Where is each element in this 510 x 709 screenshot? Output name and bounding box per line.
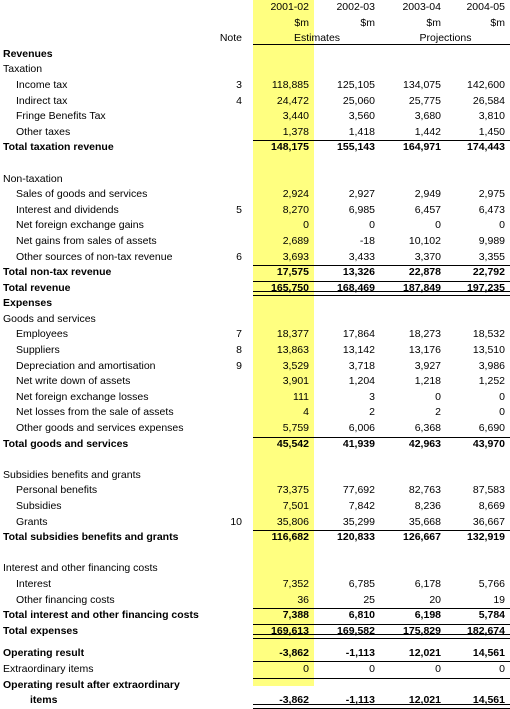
- table-row: [0, 62, 510, 78]
- cell-value: 126,667: [403, 531, 441, 544]
- table-row: [0, 140, 510, 156]
- cell-value: 1,204: [348, 375, 375, 388]
- row-label: Taxation: [3, 63, 43, 76]
- cell-value: 6,006: [348, 422, 375, 435]
- table-row: [0, 125, 510, 141]
- row-label: items: [30, 694, 58, 707]
- row-label: Net losses from the sale of assets: [16, 406, 174, 419]
- cell-value: 2,924: [282, 188, 309, 201]
- table-row: [0, 546, 510, 562]
- cell-value: 2,949: [414, 188, 441, 201]
- cell-value: 0: [499, 390, 505, 403]
- cell-value: 175,829: [403, 624, 441, 637]
- table-row: [0, 468, 510, 484]
- cell-value: 1,418: [348, 125, 375, 138]
- cell-value: 18,532: [472, 328, 505, 341]
- row-note: 9: [236, 359, 242, 372]
- year-header: 2002-03: [336, 1, 375, 13]
- row-note: 5: [236, 203, 242, 216]
- cell-value: 168,469: [337, 281, 375, 294]
- row-label: Net foreign exchange gains: [16, 219, 144, 232]
- row-label: Revenues: [3, 47, 53, 60]
- row-label: Total revenue: [3, 281, 71, 294]
- table-row: [0, 359, 510, 375]
- table-row: [0, 47, 510, 63]
- row-label: Total subsidies benefits and grants: [3, 531, 179, 544]
- cell-value: 118,885: [271, 78, 309, 91]
- cell-value: 197,235: [467, 281, 505, 294]
- cell-value: 3,433: [348, 250, 375, 263]
- cell-value: 4: [303, 406, 309, 419]
- cell-value: 87,583: [472, 484, 505, 497]
- row-label: Net gains from sales of assets: [16, 234, 157, 247]
- table-row: [0, 530, 510, 546]
- row-note: 3: [236, 78, 242, 91]
- table-row: [0, 646, 510, 662]
- cell-value: 8,669: [478, 500, 505, 512]
- cell-value: 3: [369, 390, 375, 403]
- cell-value: 13,510: [472, 344, 505, 357]
- cell-value: 125,105: [337, 78, 375, 91]
- row-label: Fringe Benefits Tax: [16, 110, 106, 123]
- cell-value: 25,775: [408, 94, 441, 107]
- cell-value: 5,759: [282, 422, 309, 435]
- cell-value: 5,766: [478, 577, 505, 590]
- cell-value: 82,763: [408, 484, 441, 497]
- row-label: Subsidies: [16, 500, 62, 512]
- cell-value: 41,939: [342, 437, 375, 450]
- cell-value: 155,143: [337, 141, 375, 154]
- cell-value: 3,986: [478, 359, 505, 372]
- year-header: 2004-05: [466, 1, 505, 13]
- cell-value: 0: [303, 662, 309, 675]
- cell-value: 3,440: [282, 110, 309, 123]
- cell-value: 6,785: [348, 577, 375, 590]
- row-label: Total interest and other financing costs: [3, 609, 199, 622]
- cell-value: 19: [493, 593, 505, 606]
- row-label: Total goods and services: [3, 437, 129, 450]
- cell-value: 187,849: [403, 281, 441, 294]
- cell-value: 1,378: [282, 125, 309, 138]
- cell-value: 14,561: [472, 647, 505, 660]
- row-label: Sales of goods and services: [16, 188, 148, 201]
- cell-value: 12,021: [408, 647, 441, 660]
- header-years-row: [0, 0, 510, 16]
- cell-value: 2: [369, 406, 375, 419]
- table-row: [0, 156, 510, 172]
- cell-value: 182,674: [467, 624, 505, 637]
- cell-value: 1,442: [414, 125, 441, 138]
- row-label: Net write down of assets: [16, 375, 131, 388]
- year-header: 2003-04: [402, 1, 441, 13]
- cell-value: 116,682: [271, 531, 309, 544]
- row-label: Income tax: [16, 78, 68, 91]
- cell-value: 165,750: [271, 281, 309, 294]
- row-label: Personal benefits: [16, 484, 98, 497]
- row-note: 8: [236, 344, 242, 357]
- header-group-row: [0, 31, 510, 47]
- table-row: [0, 593, 510, 609]
- table-row: [0, 437, 510, 453]
- cell-value: 8,236: [414, 500, 441, 512]
- row-note: 7: [236, 328, 242, 341]
- table-row: [0, 327, 510, 343]
- cell-value: 13,863: [276, 344, 309, 357]
- table-row: [0, 405, 510, 421]
- cell-value: 164,971: [403, 141, 441, 154]
- table-row: [0, 624, 510, 640]
- table-row: [0, 374, 510, 390]
- cell-value: 6,690: [478, 422, 505, 435]
- row-label: Depreciation and amortisation: [16, 359, 156, 372]
- row-label: Operating result after extraordinary: [3, 678, 180, 691]
- table-row: [0, 218, 510, 234]
- cell-value: 3,560: [348, 110, 375, 123]
- cell-value: 36,667: [472, 515, 505, 528]
- cell-value: 169,613: [271, 624, 309, 637]
- cell-value: 0: [303, 219, 309, 232]
- table-row: [0, 296, 510, 312]
- row-label: Interest and other financing costs: [3, 562, 158, 575]
- cell-value: 120,833: [337, 531, 375, 544]
- cell-value: -3,862: [279, 647, 309, 660]
- cell-value: 1,252: [478, 375, 505, 388]
- cell-value: 35,299: [342, 515, 375, 528]
- year-header: 2001-02: [270, 1, 309, 13]
- cell-value: 0: [499, 662, 505, 675]
- table-row: [0, 109, 510, 125]
- table-row: [0, 250, 510, 266]
- header-units-row: [0, 16, 510, 32]
- cell-value: 148,175: [271, 141, 309, 154]
- table-row: [0, 515, 510, 531]
- cell-value: 132,919: [467, 531, 505, 544]
- cell-value: 3,680: [414, 110, 441, 123]
- table-row: [0, 265, 510, 281]
- cell-value: 18,273: [408, 328, 441, 341]
- cell-value: 3,529: [282, 359, 309, 372]
- cell-value: 14,561: [472, 694, 505, 707]
- cell-value: 20: [429, 593, 441, 606]
- unit-header: $m: [360, 16, 375, 29]
- cell-value: 0: [435, 219, 441, 232]
- row-label: Interest: [16, 577, 52, 590]
- table-row: [0, 187, 510, 203]
- cell-value: 2,689: [282, 234, 309, 247]
- cell-value: 25: [363, 593, 375, 606]
- row-label: Expenses: [3, 297, 53, 310]
- row-label: Non-taxation: [3, 172, 63, 185]
- cell-value: 25,060: [342, 94, 375, 107]
- cell-value: 26,584: [472, 94, 505, 107]
- cell-value: 0: [369, 219, 375, 232]
- cell-value: 6,985: [348, 203, 375, 216]
- cell-value: 2,927: [348, 188, 375, 201]
- unit-header: $m: [426, 16, 441, 29]
- cell-value: 2,975: [478, 188, 505, 201]
- table-row: [0, 421, 510, 437]
- table-row: [0, 577, 510, 593]
- cell-value: 3,693: [282, 250, 309, 263]
- cell-value: 6,198: [414, 609, 441, 622]
- row-label: Other taxes: [16, 125, 71, 138]
- cell-value: -3,862: [279, 694, 309, 707]
- cell-value: 6,178: [414, 577, 441, 590]
- cell-value: 2: [435, 406, 441, 419]
- cell-value: 13,142: [342, 344, 375, 357]
- cell-value: 3,901: [282, 375, 309, 388]
- cell-value: 24,472: [276, 94, 309, 107]
- cell-value: 12,021: [408, 694, 441, 707]
- cell-value: 6,810: [348, 609, 375, 622]
- cell-value: 35,806: [276, 515, 309, 528]
- table-row: [0, 94, 510, 110]
- table-row: [0, 281, 510, 297]
- row-label: Subsidies benefits and grants: [3, 468, 141, 481]
- row-label: Total taxation revenue: [3, 141, 114, 154]
- cell-value: 7,501: [282, 500, 309, 512]
- table-row: [0, 312, 510, 328]
- cell-value: 134,075: [403, 78, 441, 91]
- cell-value: 1,450: [478, 125, 505, 138]
- cell-value: -1,113: [345, 647, 375, 660]
- table-row: [0, 452, 510, 468]
- table-row: [0, 390, 510, 406]
- table-row: [0, 608, 510, 624]
- table-row: [0, 639, 510, 646]
- row-label: Grants: [16, 515, 48, 528]
- table-row: [0, 343, 510, 359]
- row-label: Goods and services: [3, 312, 96, 325]
- cell-value: 73,375: [276, 484, 309, 497]
- row-label: Extraordinary items: [3, 662, 94, 675]
- cell-value: 13,176: [408, 344, 441, 357]
- row-label: Employees: [16, 328, 68, 341]
- cell-value: 43,970: [472, 437, 505, 450]
- cell-value: 7,842: [348, 500, 375, 512]
- cell-value: 111: [293, 390, 309, 403]
- projections-header: Projections: [381, 32, 510, 45]
- cell-value: 3,927: [414, 359, 441, 372]
- cell-value: -18: [359, 234, 375, 247]
- cell-value: 17,864: [342, 328, 375, 341]
- cell-value: 45,542: [276, 437, 309, 450]
- table-row: [0, 78, 510, 94]
- table-row: [0, 234, 510, 250]
- row-label: Operating result: [3, 647, 85, 660]
- cell-value: 1,218: [414, 375, 441, 388]
- cell-value: 0: [499, 406, 505, 419]
- cell-value: 174,443: [467, 141, 505, 154]
- cell-value: 3,355: [478, 250, 505, 263]
- cell-value: 142,600: [467, 78, 505, 91]
- cell-value: 6,457: [414, 203, 441, 216]
- cell-value: -1,113: [345, 694, 375, 707]
- cell-value: 35,668: [408, 515, 441, 528]
- row-label: Other sources of non-tax revenue: [16, 250, 173, 263]
- table-row: [0, 483, 510, 499]
- unit-header: $m: [490, 16, 505, 29]
- cell-value: 9,989: [478, 234, 505, 247]
- cell-value: 0: [499, 219, 505, 232]
- cell-value: 22,792: [472, 266, 505, 279]
- cell-value: 0: [369, 662, 375, 675]
- row-label: Total non-tax revenue: [3, 266, 112, 279]
- cell-value: 10,102: [408, 234, 441, 247]
- cell-value: 77,692: [342, 484, 375, 497]
- table-row: [0, 693, 510, 709]
- table-row: [0, 561, 510, 577]
- table-row: [0, 203, 510, 219]
- cell-value: 0: [435, 662, 441, 675]
- cell-value: 8,270: [282, 203, 309, 216]
- row-note: 4: [236, 94, 242, 107]
- cell-value: 18,377: [276, 328, 309, 341]
- cell-value: 3,810: [478, 110, 505, 123]
- table-body: [0, 47, 510, 709]
- row-note: 6: [236, 250, 242, 263]
- note-header: Note: [219, 32, 242, 45]
- estimates-header: Estimates: [253, 32, 381, 45]
- cell-value: 7,352: [282, 577, 309, 590]
- cell-value: 17,575: [276, 266, 309, 279]
- cell-value: 22,878: [408, 266, 441, 279]
- cell-value: 7,388: [282, 609, 309, 622]
- row-note: 10: [230, 515, 242, 528]
- cell-value: 3,718: [348, 359, 375, 372]
- cell-value: 13,326: [342, 266, 375, 279]
- row-label: Other financing costs: [16, 593, 115, 606]
- cell-value: 5,784: [478, 609, 505, 622]
- row-label: Interest and dividends: [16, 203, 119, 216]
- unit-header: $m: [294, 16, 309, 29]
- row-label: Net foreign exchange losses: [16, 390, 149, 403]
- cell-value: 42,963: [408, 437, 441, 450]
- table-row: [0, 678, 510, 694]
- cell-value: 0: [435, 390, 441, 403]
- cell-value: 36: [297, 593, 309, 606]
- row-label: Other goods and services expenses: [16, 422, 184, 435]
- cell-value: 6,473: [478, 203, 505, 216]
- row-label: Total expenses: [3, 624, 79, 637]
- cell-value: 3,370: [414, 250, 441, 263]
- row-label: Suppliers: [16, 344, 60, 357]
- table-row: [0, 662, 510, 678]
- row-label: Indirect tax: [16, 94, 68, 107]
- cell-value: 169,582: [337, 624, 375, 637]
- table-row: [0, 499, 510, 515]
- table-row: [0, 172, 510, 188]
- cell-value: 6,368: [414, 422, 441, 435]
